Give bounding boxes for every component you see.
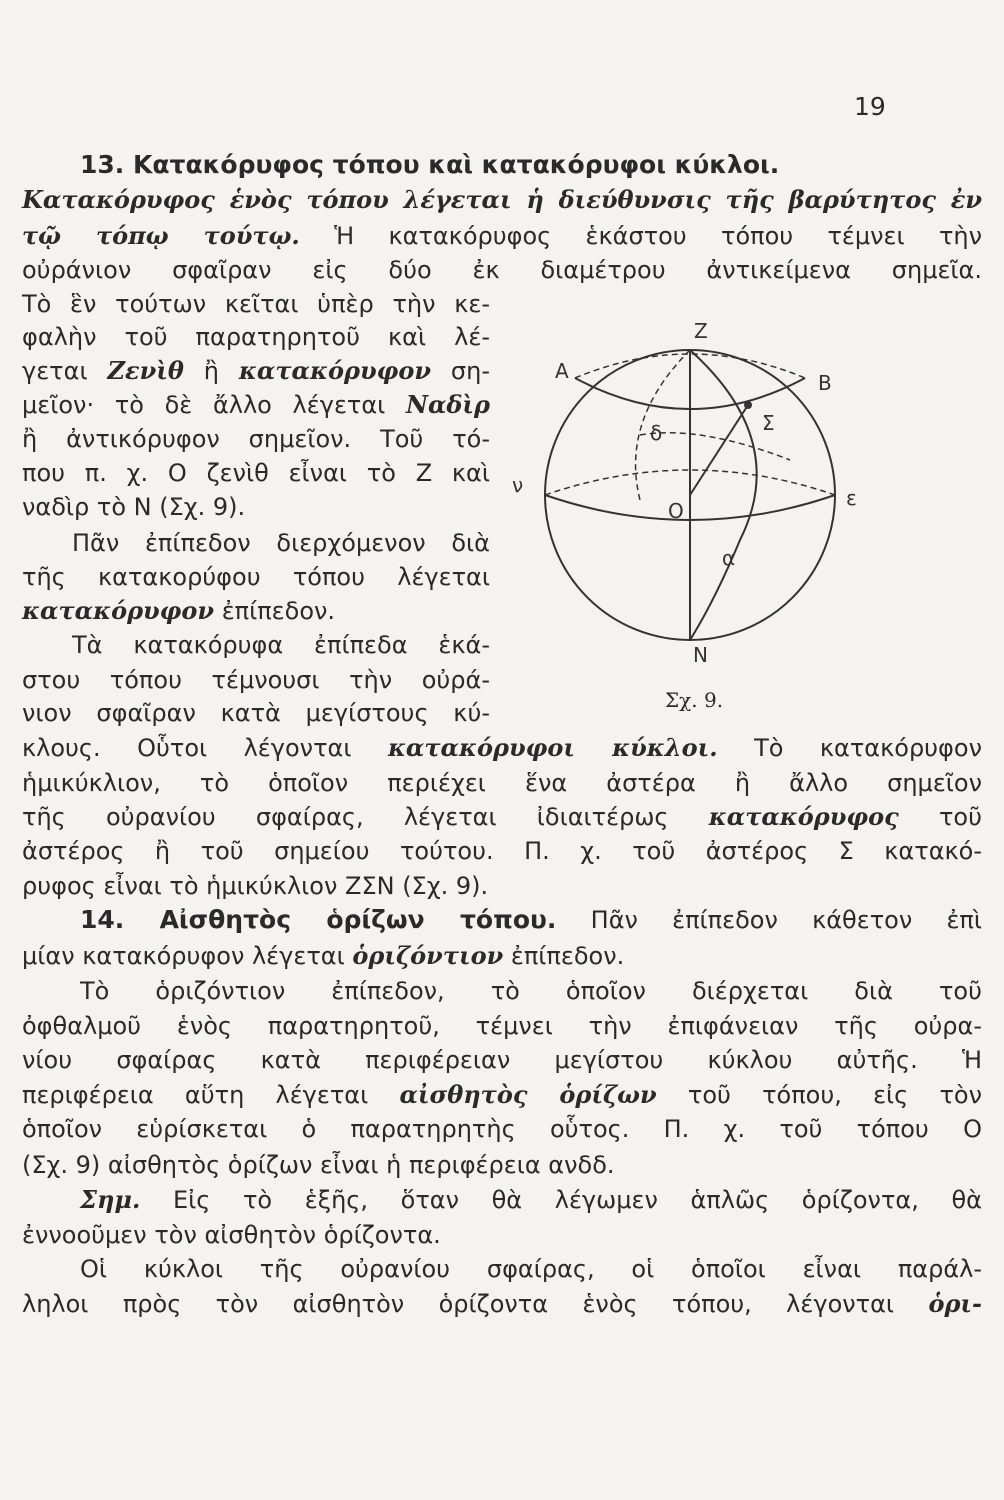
text-run: ἡμικύκλιον, τὸ ὁποῖον περιέχει ἕνα ἀστέρα ἢ ἄλλο σημεῖον (22, 769, 982, 797)
text-run: Οἱ κύκλοι τῆς οὐρανίου σφαίρας, οἱ ὁποῖοι εἶναι παράλ- (80, 1255, 982, 1283)
text-run: (Σχ. 9) αἰσθητὸς ὁρίζων εἶναι ἡ περιφέρεια ανδδ. (22, 1151, 615, 1179)
text-run: Σημ. (80, 1185, 141, 1214)
text-run: ὀφθαλμοῦ ἑνὸς παρατηρητοῦ, τέμνει τὴν ἐπιφάνειαν τῆς οὐρα- (22, 1012, 982, 1040)
vertical-circle-back (636, 350, 690, 500)
text-run: κατακόρυφον (22, 596, 215, 625)
label-alpha: α (722, 546, 736, 570)
text-run: Τὰ κατακόρυφα ἐπίπεδα ἑκά- (72, 631, 490, 659)
text-run: Ναδὶρ (406, 390, 490, 419)
text-line (72, 528, 490, 558)
text-line (80, 1185, 982, 1215)
text-line (80, 1254, 982, 1284)
text-run: Εἰς τὸ ἑξῆς, ὅταν θὰ λέγωμεν ἁπλῶς ὁρίζοντα, θὰ (140, 1186, 982, 1214)
text-line (22, 492, 245, 522)
text-run: φαλὴν τοῦ παρατηρητοῦ καὶ λέ- (22, 323, 490, 351)
text-run: 14. Αἰσθητὸς ὁρίζων τόπου. (80, 905, 557, 934)
text-run: ναδὶρ τὸ Ν (Σχ. 9). (22, 493, 246, 521)
text-run: ὁποῖον εὑρίσκεται ὁ παρατηρητὴς οὗτος. Π. χ. τοῦ τόπου Ο (22, 1115, 982, 1143)
text-line (22, 596, 335, 626)
text-run: νιον σφαῖραν κατὰ μεγίστους κύ- (22, 699, 490, 727)
text-line (72, 630, 490, 660)
text-run: Τὸ ἓν τούτων κεῖται ὑπὲρ τὴν κε- (22, 290, 490, 318)
text-run: περιφέρεια αὕτη λέγεται (22, 1081, 400, 1109)
line-to-star (690, 405, 748, 495)
text-run: Πᾶν ἐπίπεδον διερχόμενον διὰ (72, 529, 490, 557)
text-run: ἀστέρος ἢ τοῦ σημείου τούτου. Π. χ. τοῦ ἀστέρος Σ κατακό- (22, 837, 982, 865)
text-line (22, 322, 490, 352)
text-line (80, 150, 779, 180)
text-line (22, 665, 490, 695)
text-run: νίου σφαίρας κατὰ περιφέρειαν μεγίστου κύκλου αὐτῆς. Ἡ (22, 1046, 982, 1074)
text-run: ἐπίπεδον. (503, 942, 625, 970)
label-nu: ν (512, 473, 524, 497)
text-line (22, 424, 490, 454)
text-line (22, 941, 624, 971)
star-point (744, 401, 752, 409)
label-epsilon: ε (846, 486, 857, 510)
text-line (22, 221, 982, 251)
text-run: κατακόρυφον (238, 356, 431, 385)
text-run: ση- (430, 357, 490, 385)
text-line (22, 289, 490, 319)
text-run: ὁρι- (928, 1289, 982, 1318)
text-line (22, 356, 490, 386)
text-run: που π. χ. Ο ζενὶθ εἶναι τὸ Ζ καὶ (22, 459, 490, 487)
text-run: τῆς κατακορύφου τόπου λέγεται (22, 563, 490, 591)
text-run: κατακόρυφος (708, 802, 899, 831)
label-B: B (818, 371, 832, 395)
text-run: μεῖον· τὸ δὲ ἄλλο λέγεται (22, 391, 406, 419)
page-number: 19 (854, 92, 886, 121)
label-delta: δ (650, 421, 663, 445)
text-line (22, 1045, 982, 1075)
text-run: κλους. Οὗτοι λέγονται (22, 734, 388, 762)
text-run: οὐράνιον σφαῖραν εἰς δύο ἐκ διαμέτρου ἀντικείμενα σημεῖα. (22, 256, 982, 284)
text-line (22, 1011, 982, 1041)
text-run: κατακόρυφοι κύκλοι. (387, 733, 718, 762)
text-run: αἰσθητὸς ὁρίζων (399, 1080, 657, 1109)
text-line (80, 976, 982, 1006)
text-run: τῆς οὐρανίου σφαίρας, λέγεται ἰδιαιτέρως (22, 803, 709, 831)
text-run: Τὸ ὁριζόντιον ἐπίπεδον, τὸ ὁποῖον διέρχεται διὰ τοῦ (80, 977, 982, 1005)
text-line (22, 768, 982, 798)
text-run: Κατακόρυφος ἑνὸς τόπου λέγεται ἡ διεύθυνσις τῆς βαρύτητος ἐν (22, 185, 982, 214)
text-run: ληλοι πρὸς τὸν αἰσθητὸν ὁρίζοντα ἑνὸς τόπου, λέγονται (22, 1290, 929, 1318)
label-sigma: Σ (762, 411, 775, 435)
text-run: Ζενὶθ (107, 356, 184, 385)
text-run: γεται (22, 357, 108, 385)
text-line (22, 185, 982, 215)
text-run: ἢ ἀντικόρυφον σημεῖον. Τοῦ τό- (22, 425, 490, 453)
text-line (22, 733, 982, 763)
label-A: A (555, 359, 569, 383)
text-run: Ἡ κατακόρυφος ἑκάστου τόπου τέμνει τὴν (299, 222, 983, 250)
text-run: Πᾶν ἐπίπεδον κάθετον ἐπὶ (556, 906, 982, 934)
text-line (22, 1220, 441, 1250)
text-line (22, 836, 982, 866)
text-run: ἐπίπεδον. (214, 597, 336, 625)
text-line (22, 1080, 982, 1110)
text-line (22, 1289, 982, 1319)
text-line (22, 458, 490, 488)
text-run: τοῦ (898, 803, 982, 831)
figure-caption: Σχ. 9. (665, 688, 724, 712)
text-run: 13. Κατακόρυφος τόπου καὶ κατακόρυφοι κύκλοι. (80, 150, 780, 179)
text-run: τῷ τόπῳ τούτῳ. (22, 221, 300, 250)
text-run: μίαν κατακόρυφον λέγεται (22, 942, 353, 970)
text-run: Τὸ κατακόρυφον (717, 734, 982, 762)
text-line (22, 562, 490, 592)
text-run: ἢ (183, 357, 239, 385)
text-run: ἐννοοῦμεν τὸν αἰσθητὸν ὁρίζοντα. (22, 1221, 441, 1249)
label-Z: Z (694, 319, 708, 343)
text-run: ρυφος εἶναι τὸ ἡμικύκλιον ΖΣΝ (Σχ. 9). (22, 872, 489, 900)
figure-celestial-sphere (500, 300, 860, 680)
text-line (22, 871, 488, 901)
text-line (22, 1150, 615, 1180)
label-O: O (668, 499, 684, 523)
text-line (22, 255, 982, 285)
text-line (22, 390, 490, 420)
text-line (22, 698, 490, 728)
label-N: N (693, 643, 708, 667)
text-line (80, 905, 982, 935)
text-line (22, 802, 982, 832)
text-line (22, 1114, 982, 1144)
text-run: τοῦ τόπου, εἰς τὸν (656, 1081, 982, 1109)
text-run: στου τόπου τέμνουσι τὴν οὐρά- (22, 666, 490, 694)
text-run: ὁριζόντιον (352, 941, 504, 970)
vertical-circle-of-star (690, 350, 757, 640)
